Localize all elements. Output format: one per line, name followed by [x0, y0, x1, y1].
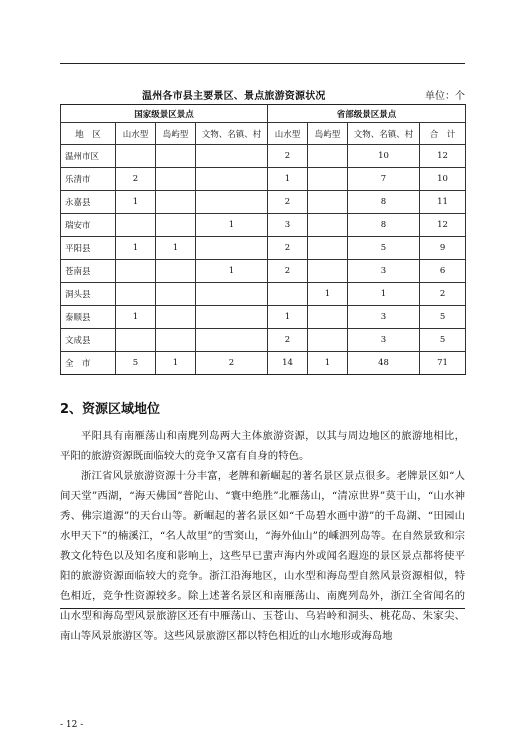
column-header: 地 区	[61, 123, 116, 145]
region-cell: 永嘉县	[61, 191, 116, 214]
table-cell: 2	[420, 283, 466, 306]
table-cell	[116, 283, 156, 306]
table-cell: 3	[348, 306, 420, 329]
table-cell: 1	[308, 283, 348, 306]
table-cell	[196, 306, 268, 329]
table-cell	[156, 260, 196, 283]
region-cell: 泰顺县	[61, 306, 116, 329]
table-cell: 1	[116, 306, 156, 329]
column-header: 山水型	[268, 123, 308, 145]
column-header: 合 计	[420, 123, 466, 145]
table-cell: 10	[420, 168, 466, 191]
table-cell	[156, 145, 196, 168]
table-cell: 5	[348, 237, 420, 260]
table-cell: 11	[420, 191, 466, 214]
table-cell: 9	[420, 237, 466, 260]
table-cell: 1	[268, 168, 308, 191]
table-row	[61, 329, 466, 352]
table-cell: 48	[348, 352, 420, 375]
region-cell: 全 市	[61, 352, 116, 375]
table-cell	[156, 283, 196, 306]
table-cell: 2	[268, 145, 308, 168]
table-cell: 5	[420, 306, 466, 329]
region-cell: 苍南县	[61, 260, 116, 283]
table-cell	[308, 260, 348, 283]
table-cell	[308, 214, 348, 237]
table-cell: 2	[268, 237, 308, 260]
table-cell: 1	[116, 191, 156, 214]
table-cell	[308, 168, 348, 191]
table-row	[61, 145, 466, 168]
top-rule	[60, 63, 465, 64]
column-header: 山水型	[116, 123, 156, 145]
table-cell	[116, 214, 156, 237]
region-cell: 乐清市	[61, 168, 116, 191]
table-cell: 3	[348, 329, 420, 352]
table-cell: 1	[308, 352, 348, 375]
table-cell: 1	[156, 352, 196, 375]
table-cell: 5	[116, 352, 156, 375]
table-cell	[156, 168, 196, 191]
table-title: 温州各市县主要景区、景点旅游资源状况	[142, 91, 326, 102]
table-cell: 2	[268, 191, 308, 214]
table-row	[61, 306, 466, 329]
region-cell: 瑞安市	[61, 214, 116, 237]
table-cell: 1	[348, 283, 420, 306]
table-cell	[196, 237, 268, 260]
group-header-national: 国家级景区景点	[61, 105, 268, 123]
table-cell: 6	[420, 260, 466, 283]
table-cell: 2	[268, 329, 308, 352]
table-total-row	[61, 352, 466, 375]
table-cell: 7	[348, 168, 420, 191]
table-row	[61, 283, 466, 306]
column-header-row	[61, 123, 466, 145]
table-cell	[196, 191, 268, 214]
table-cell	[156, 214, 196, 237]
bottom-rule	[60, 608, 465, 609]
section-heading: 2、资源区域地位	[60, 402, 161, 417]
table-cell	[196, 329, 268, 352]
table-cell	[156, 329, 196, 352]
column-header: 文物、名镇、村	[196, 123, 268, 145]
table-cell: 1	[156, 237, 196, 260]
scenic-spots-table	[60, 104, 466, 375]
table-cell: 8	[348, 191, 420, 214]
table-cell	[116, 260, 156, 283]
table-cell	[308, 191, 348, 214]
table-cell	[308, 237, 348, 260]
table-cell: 71	[420, 352, 466, 375]
table-cell	[156, 191, 196, 214]
table-cell: 14	[268, 352, 308, 375]
column-header: 岛屿型	[156, 123, 196, 145]
table-cell: 1	[196, 260, 268, 283]
table-cell	[116, 145, 156, 168]
table-cell: 8	[348, 214, 420, 237]
region-cell: 洞头县	[61, 283, 116, 306]
table-caption-row	[60, 87, 465, 103]
table-cell: 12	[420, 214, 466, 237]
table-cell: 3	[348, 260, 420, 283]
table-cell: 1	[116, 237, 156, 260]
column-header: 文物、名镇、村	[348, 123, 420, 145]
table-cell: 5	[420, 329, 466, 352]
table-cell	[196, 168, 268, 191]
group-header-row	[61, 105, 466, 123]
table-cell	[268, 283, 308, 306]
table-row	[61, 191, 466, 214]
table-cell: 1	[268, 306, 308, 329]
table-row	[61, 237, 466, 260]
paragraph: 平阳具有南雁荡山和南麂列岛两大主体旅游资源，以其与周边地区的旅游地相比，平阳的旅游资源既面临较大的竞争又富有自身的特色。	[60, 430, 465, 462]
table-cell: 2	[196, 352, 268, 375]
table-cell	[196, 283, 268, 306]
table-cell	[308, 306, 348, 329]
table-cell: 10	[348, 145, 420, 168]
table-row	[61, 214, 466, 237]
table-cell	[116, 329, 156, 352]
table-row	[61, 168, 466, 191]
table-cell	[156, 306, 196, 329]
paragraph: 浙江省风景旅游资源十分丰富，老牌和新崛起的著名景区景点很多。老牌景区如“人间天堂”西湖，“海天佛国”普陀山、“寰中绝胜”北雁荡山，“清凉世界”莫干山，“山水神秀、佛宗道源”的天台山等。新崛起的著名景区如“千岛碧水画中游”的千岛湖、“田园山水甲天下”的楠溪江，“名人故里”的雪窦山，“海外仙山”的嵊泗列岛等。在自然景致和宗教文化特色以及知名度和影响上，这些早已蜚声海内外或闻名遐迩的景区景点都将使平阳的旅游资源面临较大的竞争。浙江沿海地区，山水型和海岛型自然风景资源相似，特色相近，竞争性资源较多。除上述著名景区和南雁荡山、南麂列岛外，浙江全省闻名的山水型和海岛型风景旅游区还有中雁荡山、玉苍山、乌岩岭和洞头、桃花岛、朱家尖、南山等风景旅游区等。这些风景旅游区都以特色相近的山水地形或海岛地	[60, 470, 465, 642]
table-unit: 单位：个	[425, 91, 465, 102]
page-number: - 12 -	[60, 720, 84, 730]
table-cell	[308, 145, 348, 168]
region-cell: 温州市区	[61, 145, 116, 168]
table-cell: 2	[268, 260, 308, 283]
table-cell: 2	[116, 168, 156, 191]
table-cell: 1	[196, 214, 268, 237]
column-header: 岛屿型	[308, 123, 348, 145]
table-cell: 3	[268, 214, 308, 237]
table-row	[61, 260, 466, 283]
table-cell	[196, 145, 268, 168]
table-cell: 12	[420, 145, 466, 168]
table-cell	[308, 329, 348, 352]
region-cell: 文成县	[61, 329, 116, 352]
region-cell: 平阳县	[61, 237, 116, 260]
group-header-provincial: 省部级景区景点	[268, 105, 466, 123]
